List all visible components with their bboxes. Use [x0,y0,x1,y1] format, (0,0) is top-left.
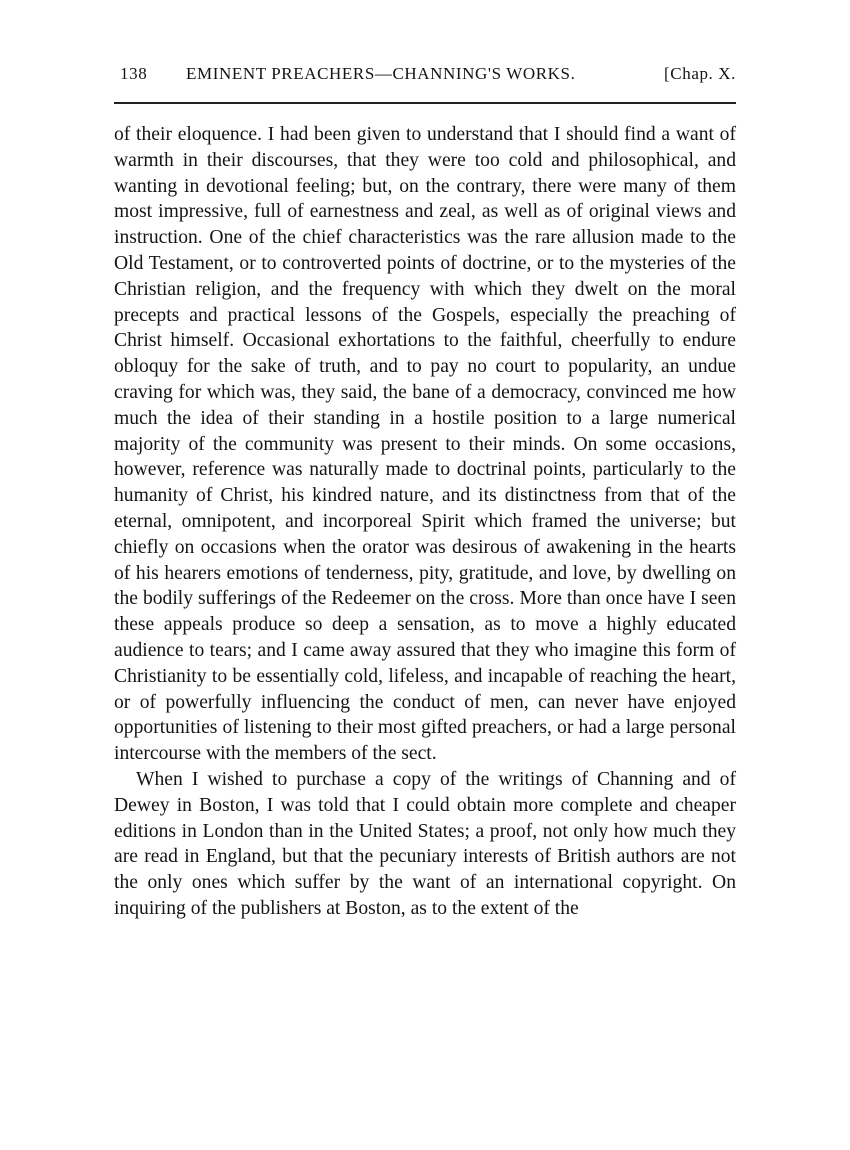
body-text [114,122,736,922]
paragraph-2: When I wished to purchase a copy of the writings of Channing and of Dewey in Boston, I was told that I could obtain more complete and cheaper editions in London than in the United States; a proof, not only how much they are read in England, but that the pecuniary interests of British authors are not the only ones which suffer by the want of an international copyright. On inquiring of the publishers at Boston, as to the extent of the [114,768,736,919]
running-title: EMINENT PREACHERS—CHANNING'S WORKS. [186,64,576,83]
header-rule [114,102,736,104]
paragraph-1: of their eloquence. I had been given to understand that I should find a want of warmth in their discourses, that they were too cold and philosophical, and wanting in devotional feeling; but, on the contrary, there were many of them most impressive, full of earnestness and zeal, as well as of original views and instruction. One of the chief characteristics was the rare allusion made to the Old Testament, or to controverted points of doctrine, or to the mysteries of the Christian religion, and the frequency with which they dwelt on the moral precepts and practical lessons of the Gospels, especially the preaching of Christ himself. Occasional exhortations to the faithful, cheerfully to endure obloquy for the sake of truth, and to pay no court to popularity, an undue craving for which was, they said, the bane of a democracy, convinced me how much the idea of their standing in a hostile position to a large numerical majority of the community was present to their minds. On some occasions, however, reference was naturally made to doctrinal points, particularly to the humanity of Christ, his kindred nature, and its distinctness from that of the eternal, omnipotent, and incorporeal Spirit which framed the universe; but chiefly on occasions when the orator was desirous of awakening in the hearts of his hearers emotions of tenderness, pity, gratitude, and love, by dwelling on the bodily sufferings of the Redeemer on the cross. More than once have I seen these appeals produce so deep a sensation, as to move a highly educated audience to tears; and I came away assured that they who imagine this form of Christianity to be essentially cold, lifeless, and incapable of reaching the heart, or of powerfully influencing the conduct of men, can never have enjoyed opportunities of listening to their most gifted preachers, or had a large personal intercourse with the members of the sect. [114,124,736,765]
chapter-marker: [Chap. X. [664,64,736,83]
book-page [114,62,736,919]
page-number: 138 [120,64,148,83]
running-header [114,62,736,92]
